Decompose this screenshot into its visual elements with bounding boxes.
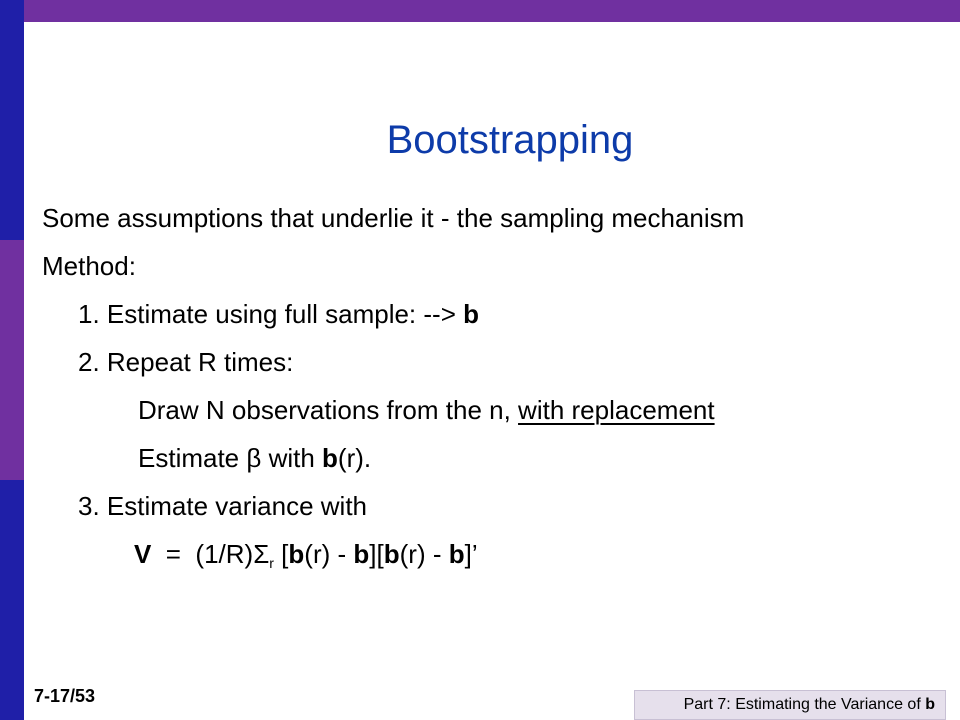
slide-number: 7-17/53 [34, 686, 96, 706]
slide-title: Bootstrapping [386, 118, 634, 162]
draw-text: Draw N observations from the n, [138, 395, 519, 425]
formula-r2: (r) - [399, 539, 449, 569]
left-bar-purple [0, 240, 24, 480]
footer-label: Part 7: Estimating the Variance of [683, 696, 926, 713]
estimate-text: Estimate [138, 443, 247, 473]
body-line-6 [138, 434, 371, 482]
r-suffix: (r). [337, 443, 372, 473]
beta-symbol: β [246, 443, 262, 473]
formula-sigma: Σ [253, 539, 270, 569]
formula-eq: = (1/R) [151, 539, 254, 569]
formula-close: ]’ [464, 539, 478, 569]
left-accent-bar [0, 0, 24, 720]
body-line-7: 3. Estimate variance with [78, 491, 368, 521]
with-replacement-text: with replacement [518, 395, 715, 425]
body-line-4: 2. Repeat R times: [78, 347, 294, 377]
formula-r1: (r) - [304, 539, 354, 569]
body-line-3 [78, 290, 479, 338]
variance-formula [134, 530, 478, 578]
with-text: with [261, 443, 323, 473]
formula-b2: b [353, 539, 370, 569]
formula-b4: b [448, 539, 465, 569]
formula-v: V [134, 539, 152, 569]
formula-b3: b [383, 539, 400, 569]
left-bar-blue-top [0, 0, 24, 240]
body-line-2: Method: [42, 251, 136, 281]
left-bar-blue-bottom [0, 480, 24, 720]
footer-b: b [925, 696, 935, 713]
footer-text [684, 694, 935, 716]
body-line-5 [138, 386, 715, 434]
footer-box [634, 690, 946, 720]
step1-b: b [463, 299, 479, 329]
formula-b1: b [288, 539, 305, 569]
formula-sub: r [269, 555, 274, 571]
b-symbol: b [322, 443, 338, 473]
step1-text: 1. Estimate using full sample: --> [78, 299, 464, 329]
formula-mid: ][ [369, 539, 384, 569]
top-accent-bar [24, 0, 960, 22]
formula-open: [ [273, 539, 289, 569]
body-line-1: Some assumptions that underlie it - the sampling mechanism [42, 203, 745, 233]
